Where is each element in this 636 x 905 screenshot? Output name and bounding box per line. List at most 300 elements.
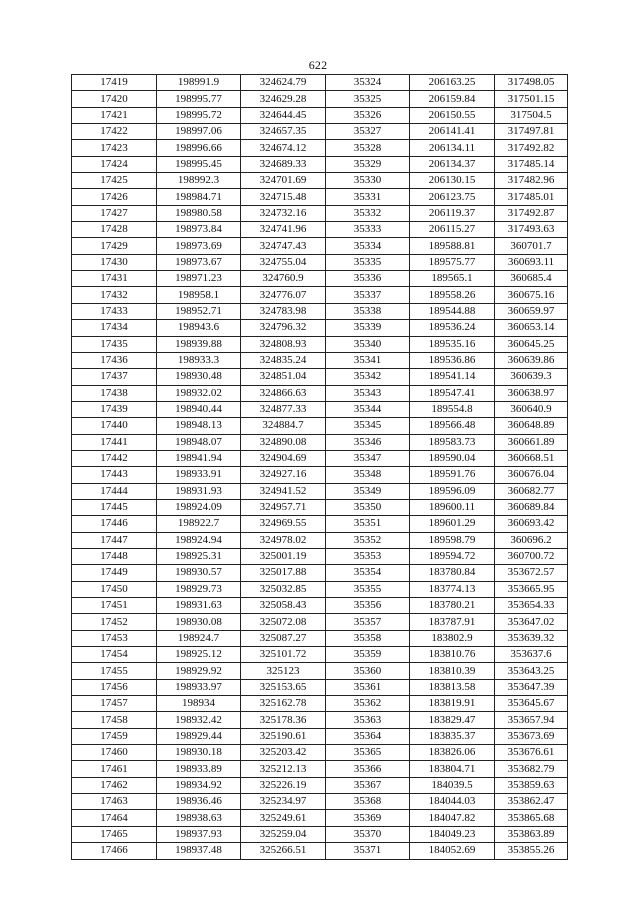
table-cell-point-number-b: 35326 <box>326 107 410 123</box>
table-cell-point-number-a: 17457 <box>72 696 157 712</box>
table-cell-point-number-b: 35353 <box>326 548 410 564</box>
table-cell-y-coordinate-b: 317492.87 <box>495 205 568 221</box>
table-cell-y-coordinate-a: 325259.04 <box>241 826 326 842</box>
table-cell-x-coordinate-b: 189544.88 <box>410 303 495 319</box>
table-cell-y-coordinate-a: 325017.88 <box>241 565 326 581</box>
table-cell-x-coordinate-b: 206150.55 <box>410 107 495 123</box>
table-cell-x-coordinate-a: 198924.09 <box>157 499 241 515</box>
table-cell-point-number-b: 35330 <box>326 173 410 189</box>
table-cell-x-coordinate-a: 198929.92 <box>157 663 241 679</box>
table-cell-x-coordinate-b: 184047.82 <box>410 810 495 826</box>
table-cell-y-coordinate-b: 360639.3 <box>495 369 568 385</box>
table-row <box>72 320 568 336</box>
table-row <box>72 516 568 532</box>
table-cell-point-number-a: 17444 <box>72 483 157 499</box>
table-cell-x-coordinate-b: 183810.76 <box>410 647 495 663</box>
table-cell-y-coordinate-a: 324978.02 <box>241 532 326 548</box>
table-cell-x-coordinate-b: 183780.84 <box>410 565 495 581</box>
table-cell-x-coordinate-b: 184044.03 <box>410 794 495 810</box>
table-cell-x-coordinate-b: 183810.39 <box>410 663 495 679</box>
table-cell-y-coordinate-a: 324741.96 <box>241 222 326 238</box>
table-cell-y-coordinate-b: 353673.69 <box>495 728 568 744</box>
table-row <box>72 728 568 744</box>
table-cell-x-coordinate-a: 198930.08 <box>157 614 241 630</box>
table-cell-y-coordinate-b: 353654.33 <box>495 598 568 614</box>
table-cell-x-coordinate-b: 189566.48 <box>410 418 495 434</box>
table-cell-y-coordinate-a: 325001.19 <box>241 548 326 564</box>
table-cell-point-number-b: 35349 <box>326 483 410 499</box>
table-cell-point-number-b: 35363 <box>326 712 410 728</box>
table-cell-y-coordinate-b: 353863.89 <box>495 826 568 842</box>
table-cell-y-coordinate-b: 317501.15 <box>495 91 568 107</box>
table-row <box>72 238 568 254</box>
table-row <box>72 647 568 663</box>
table-cell-y-coordinate-b: 317485.14 <box>495 156 568 172</box>
table-cell-point-number-a: 17435 <box>72 336 157 352</box>
table-cell-point-number-b: 35336 <box>326 271 410 287</box>
table-cell-x-coordinate-b: 189583.73 <box>410 434 495 450</box>
table-cell-point-number-a: 17426 <box>72 189 157 205</box>
table-cell-x-coordinate-a: 198936.46 <box>157 794 241 810</box>
table-row <box>72 696 568 712</box>
table-cell-x-coordinate-a: 198929.44 <box>157 728 241 744</box>
table-cell-point-number-a: 17431 <box>72 271 157 287</box>
table-cell-x-coordinate-b: 206134.37 <box>410 156 495 172</box>
table-cell-y-coordinate-b: 360675.16 <box>495 287 568 303</box>
table-cell-point-number-a: 17425 <box>72 173 157 189</box>
table-cell-point-number-a: 17462 <box>72 777 157 793</box>
table-cell-point-number-b: 35368 <box>326 794 410 810</box>
table-cell-point-number-b: 35334 <box>326 238 410 254</box>
table-cell-x-coordinate-b: 206119.37 <box>410 205 495 221</box>
table-cell-point-number-a: 17445 <box>72 499 157 515</box>
table-cell-y-coordinate-b: 360659.97 <box>495 303 568 319</box>
table-cell-y-coordinate-a: 324884.7 <box>241 418 326 434</box>
table-cell-point-number-a: 17458 <box>72 712 157 728</box>
table-cell-point-number-b: 35333 <box>326 222 410 238</box>
table-cell-x-coordinate-a: 198932.42 <box>157 712 241 728</box>
table-cell-x-coordinate-a: 198933.89 <box>157 761 241 777</box>
table-cell-x-coordinate-b: 189601.29 <box>410 516 495 532</box>
table-row <box>72 548 568 564</box>
table-cell-point-number-b: 35335 <box>326 254 410 270</box>
table-cell-x-coordinate-a: 198930.18 <box>157 745 241 761</box>
table-row <box>72 581 568 597</box>
table-cell-point-number-a: 17446 <box>72 516 157 532</box>
table-cell-point-number-a: 17422 <box>72 124 157 140</box>
table-cell-y-coordinate-a: 325058.43 <box>241 598 326 614</box>
table-row <box>72 663 568 679</box>
table-cell-x-coordinate-a: 198995.72 <box>157 107 241 123</box>
table-cell-x-coordinate-a: 198924.7 <box>157 630 241 646</box>
table-cell-point-number-a: 17447 <box>72 532 157 548</box>
table-cell-y-coordinate-b: 360648.89 <box>495 418 568 434</box>
table-row <box>72 483 568 499</box>
table-cell-y-coordinate-a: 324796.32 <box>241 320 326 336</box>
table-cell-y-coordinate-b: 353672.57 <box>495 565 568 581</box>
table-cell-point-number-a: 17459 <box>72 728 157 744</box>
table-cell-x-coordinate-a: 198925.31 <box>157 548 241 564</box>
table-cell-x-coordinate-b: 206115.27 <box>410 222 495 238</box>
table-cell-y-coordinate-a: 324877.33 <box>241 401 326 417</box>
table-cell-y-coordinate-a: 324689.33 <box>241 156 326 172</box>
table-cell-x-coordinate-a: 198933.91 <box>157 467 241 483</box>
table-cell-y-coordinate-a: 325203.42 <box>241 745 326 761</box>
table-cell-y-coordinate-b: 360668.51 <box>495 450 568 466</box>
table-cell-point-number-b: 35371 <box>326 843 410 859</box>
table-cell-point-number-b: 35325 <box>326 91 410 107</box>
table-cell-point-number-a: 17419 <box>72 75 157 91</box>
table-cell-point-number-a: 17420 <box>72 91 157 107</box>
table-cell-y-coordinate-a: 324674.12 <box>241 140 326 156</box>
table-cell-y-coordinate-a: 325190.61 <box>241 728 326 744</box>
table-row <box>72 385 568 401</box>
table-row <box>72 205 568 221</box>
table-cell-y-coordinate-a: 324755.04 <box>241 254 326 270</box>
table-cell-y-coordinate-b: 353865.68 <box>495 810 568 826</box>
table-cell-point-number-a: 17430 <box>72 254 157 270</box>
table-cell-point-number-b: 35324 <box>326 75 410 91</box>
table-cell-x-coordinate-b: 184039.5 <box>410 777 495 793</box>
table-row <box>72 124 568 140</box>
table-cell-x-coordinate-a: 198973.67 <box>157 254 241 270</box>
table-cell-y-coordinate-b: 317482.96 <box>495 173 568 189</box>
table-cell-point-number-a: 17448 <box>72 548 157 564</box>
table-cell-y-coordinate-a: 325153.65 <box>241 679 326 695</box>
table-cell-point-number-b: 35332 <box>326 205 410 221</box>
table-cell-y-coordinate-b: 360653.14 <box>495 320 568 336</box>
table-cell-x-coordinate-b: 189598.79 <box>410 532 495 548</box>
table-cell-y-coordinate-b: 360640.9 <box>495 401 568 417</box>
table-cell-point-number-a: 17463 <box>72 794 157 810</box>
table-row <box>72 532 568 548</box>
table-cell-point-number-b: 35329 <box>326 156 410 172</box>
table-cell-point-number-a: 17451 <box>72 598 157 614</box>
table-row <box>72 598 568 614</box>
table-cell-x-coordinate-a: 198958.1 <box>157 287 241 303</box>
table-cell-x-coordinate-b: 183774.13 <box>410 581 495 597</box>
table-row <box>72 630 568 646</box>
table-row <box>72 75 568 91</box>
table-cell-x-coordinate-b: 206141.41 <box>410 124 495 140</box>
table-cell-point-number-b: 35355 <box>326 581 410 597</box>
table-cell-x-coordinate-b: 183829.47 <box>410 712 495 728</box>
table-row <box>72 810 568 826</box>
table-cell-y-coordinate-b: 360693.11 <box>495 254 568 270</box>
table-cell-point-number-b: 35343 <box>326 385 410 401</box>
table-cell-point-number-a: 17460 <box>72 745 157 761</box>
table-cell-y-coordinate-b: 353682.79 <box>495 761 568 777</box>
table-row <box>72 499 568 515</box>
table-row <box>72 91 568 107</box>
table-cell-x-coordinate-b: 189600.11 <box>410 499 495 515</box>
table-cell-x-coordinate-a: 198943.6 <box>157 320 241 336</box>
table-cell-y-coordinate-b: 353855.26 <box>495 843 568 859</box>
table-cell-y-coordinate-b: 360696.2 <box>495 532 568 548</box>
table-cell-point-number-a: 17439 <box>72 401 157 417</box>
table-cell-x-coordinate-b: 183813.58 <box>410 679 495 695</box>
table-row <box>72 140 568 156</box>
table-cell-y-coordinate-b: 360661.89 <box>495 434 568 450</box>
table-cell-y-coordinate-b: 353643.25 <box>495 663 568 679</box>
table-cell-x-coordinate-b: 183787.91 <box>410 614 495 630</box>
table-cell-x-coordinate-b: 189536.24 <box>410 320 495 336</box>
table-cell-x-coordinate-a: 198973.84 <box>157 222 241 238</box>
table-cell-x-coordinate-a: 198995.77 <box>157 91 241 107</box>
table-cell-x-coordinate-b: 183826.06 <box>410 745 495 761</box>
table-cell-point-number-b: 35364 <box>326 728 410 744</box>
table-cell-x-coordinate-b: 189588.81 <box>410 238 495 254</box>
table-cell-point-number-a: 17421 <box>72 107 157 123</box>
table-cell-x-coordinate-a: 198948.13 <box>157 418 241 434</box>
table-row <box>72 189 568 205</box>
table-cell-x-coordinate-a: 198948.07 <box>157 434 241 450</box>
table-row <box>72 401 568 417</box>
table-row <box>72 450 568 466</box>
table-cell-point-number-b: 35369 <box>326 810 410 826</box>
table-cell-point-number-a: 17465 <box>72 826 157 842</box>
table-row <box>72 173 568 189</box>
table-cell-point-number-a: 17434 <box>72 320 157 336</box>
table-cell-x-coordinate-b: 206163.25 <box>410 75 495 91</box>
table-cell-point-number-b: 35345 <box>326 418 410 434</box>
table-row <box>72 434 568 450</box>
table-cell-x-coordinate-b: 189554.8 <box>410 401 495 417</box>
table-cell-x-coordinate-b: 183819.91 <box>410 696 495 712</box>
table-cell-x-coordinate-a: 198931.63 <box>157 598 241 614</box>
table-cell-y-coordinate-b: 353862.47 <box>495 794 568 810</box>
table-cell-point-number-b: 35370 <box>326 826 410 842</box>
table-cell-point-number-b: 35358 <box>326 630 410 646</box>
table-cell-point-number-b: 35361 <box>326 679 410 695</box>
table-cell-y-coordinate-b: 353676.61 <box>495 745 568 761</box>
table-row <box>72 222 568 238</box>
table-cell-x-coordinate-b: 183802.9 <box>410 630 495 646</box>
table-cell-x-coordinate-a: 198984.71 <box>157 189 241 205</box>
table-cell-y-coordinate-b: 317504.5 <box>495 107 568 123</box>
table-cell-point-number-b: 35328 <box>326 140 410 156</box>
table-cell-x-coordinate-a: 198940.44 <box>157 401 241 417</box>
table-cell-y-coordinate-b: 353647.02 <box>495 614 568 630</box>
table-cell-x-coordinate-b: 189535.16 <box>410 336 495 352</box>
table-cell-point-number-b: 35341 <box>326 352 410 368</box>
table-cell-x-coordinate-b: 189596.09 <box>410 483 495 499</box>
table-cell-x-coordinate-a: 198922.7 <box>157 516 241 532</box>
table-cell-x-coordinate-a: 198931.93 <box>157 483 241 499</box>
table-cell-point-number-b: 35347 <box>326 450 410 466</box>
table-cell-point-number-a: 17428 <box>72 222 157 238</box>
table-cell-y-coordinate-b: 360700.72 <box>495 548 568 564</box>
table-cell-x-coordinate-a: 198933.97 <box>157 679 241 695</box>
table-cell-x-coordinate-a: 198929.73 <box>157 581 241 597</box>
page-number: 622 <box>308 58 328 72</box>
table-cell-point-number-b: 35344 <box>326 401 410 417</box>
table-row <box>72 336 568 352</box>
table-cell-y-coordinate-b: 360701.7 <box>495 238 568 254</box>
table-cell-point-number-a: 17427 <box>72 205 157 221</box>
table-cell-x-coordinate-b: 206123.75 <box>410 189 495 205</box>
table-cell-x-coordinate-a: 198971.23 <box>157 271 241 287</box>
table-cell-x-coordinate-b: 184052.69 <box>410 843 495 859</box>
table-cell-point-number-b: 35366 <box>326 761 410 777</box>
table-cell-x-coordinate-b: 189591.76 <box>410 467 495 483</box>
table-cell-y-coordinate-a: 324624.79 <box>241 75 326 91</box>
table-cell-point-number-a: 17453 <box>72 630 157 646</box>
coordinates-table <box>71 74 568 860</box>
table-cell-point-number-a: 17424 <box>72 156 157 172</box>
table-cell-point-number-a: 17443 <box>72 467 157 483</box>
table-cell-x-coordinate-a: 198991.9 <box>157 75 241 91</box>
table-cell-y-coordinate-a: 325226.19 <box>241 777 326 793</box>
table-cell-x-coordinate-a: 198952.71 <box>157 303 241 319</box>
table-cell-point-number-a: 17441 <box>72 434 157 450</box>
table-cell-x-coordinate-a: 198938.63 <box>157 810 241 826</box>
table-cell-x-coordinate-a: 198997.06 <box>157 124 241 140</box>
table-cell-point-number-b: 35356 <box>326 598 410 614</box>
table-cell-point-number-b: 35360 <box>326 663 410 679</box>
table-cell-x-coordinate-b: 189536.86 <box>410 352 495 368</box>
table-cell-point-number-a: 17423 <box>72 140 157 156</box>
table-cell-point-number-a: 17442 <box>72 450 157 466</box>
table-cell-point-number-b: 35352 <box>326 532 410 548</box>
table-cell-y-coordinate-b: 353645.67 <box>495 696 568 712</box>
table-cell-x-coordinate-b: 183804.71 <box>410 761 495 777</box>
table-cell-y-coordinate-b: 360639.86 <box>495 352 568 368</box>
table-row <box>72 303 568 319</box>
table-cell-point-number-b: 35340 <box>326 336 410 352</box>
table-cell-y-coordinate-a: 324629.28 <box>241 91 326 107</box>
table-cell-point-number-a: 17455 <box>72 663 157 679</box>
table-row <box>72 271 568 287</box>
table-row <box>72 352 568 368</box>
table-cell-y-coordinate-b: 360693.42 <box>495 516 568 532</box>
table-cell-y-coordinate-a: 324776.07 <box>241 287 326 303</box>
table-cell-point-number-a: 17450 <box>72 581 157 597</box>
table-cell-x-coordinate-b: 189594.72 <box>410 548 495 564</box>
table-cell-point-number-b: 35351 <box>326 516 410 532</box>
table-cell-y-coordinate-a: 324644.45 <box>241 107 326 123</box>
table-cell-y-coordinate-a: 324866.63 <box>241 385 326 401</box>
table-cell-y-coordinate-a: 325072.08 <box>241 614 326 630</box>
table-cell-x-coordinate-a: 198932.02 <box>157 385 241 401</box>
table-cell-point-number-a: 17466 <box>72 843 157 859</box>
table-cell-point-number-a: 17437 <box>72 369 157 385</box>
table-cell-y-coordinate-a: 324851.04 <box>241 369 326 385</box>
table-cell-point-number-b: 35350 <box>326 499 410 515</box>
table-cell-y-coordinate-a: 324941.52 <box>241 483 326 499</box>
table-cell-y-coordinate-a: 324969.55 <box>241 516 326 532</box>
table-cell-y-coordinate-a: 324747.43 <box>241 238 326 254</box>
table-row <box>72 418 568 434</box>
table-row <box>72 614 568 630</box>
table-cell-y-coordinate-b: 317492.82 <box>495 140 568 156</box>
table-cell-y-coordinate-b: 360682.77 <box>495 483 568 499</box>
table-cell-point-number-b: 35365 <box>326 745 410 761</box>
table-cell-y-coordinate-a: 324904.69 <box>241 450 326 466</box>
table-cell-point-number-b: 35342 <box>326 369 410 385</box>
table-cell-y-coordinate-b: 360689.84 <box>495 499 568 515</box>
table-cell-point-number-a: 17452 <box>72 614 157 630</box>
table-cell-point-number-b: 35327 <box>326 124 410 140</box>
table-cell-y-coordinate-a: 324760.9 <box>241 271 326 287</box>
table-cell-y-coordinate-a: 325087.27 <box>241 630 326 646</box>
table-row <box>72 679 568 695</box>
table-row <box>72 794 568 810</box>
table-cell-y-coordinate-a: 324783.98 <box>241 303 326 319</box>
table-cell-y-coordinate-a: 325101.72 <box>241 647 326 663</box>
table-body <box>72 75 568 860</box>
table-cell-x-coordinate-b: 189547.41 <box>410 385 495 401</box>
table-cell-y-coordinate-a: 325178.36 <box>241 712 326 728</box>
table-cell-x-coordinate-a: 198934 <box>157 696 241 712</box>
table-cell-y-coordinate-a: 324927.16 <box>241 467 326 483</box>
table-row <box>72 826 568 842</box>
table-cell-point-number-a: 17461 <box>72 761 157 777</box>
table-cell-point-number-a: 17432 <box>72 287 157 303</box>
table-cell-y-coordinate-a: 324715.48 <box>241 189 326 205</box>
table-cell-x-coordinate-b: 189558.26 <box>410 287 495 303</box>
table-cell-y-coordinate-b: 353647.39 <box>495 679 568 695</box>
table-cell-point-number-b: 35338 <box>326 303 410 319</box>
table-cell-x-coordinate-a: 198934.92 <box>157 777 241 793</box>
table-cell-x-coordinate-a: 198937.48 <box>157 843 241 859</box>
table-row <box>72 369 568 385</box>
table-cell-point-number-a: 17440 <box>72 418 157 434</box>
table-row <box>72 107 568 123</box>
table-cell-y-coordinate-a: 325249.61 <box>241 810 326 826</box>
table-cell-x-coordinate-b: 189575.77 <box>410 254 495 270</box>
table-cell-y-coordinate-b: 317497.81 <box>495 124 568 140</box>
table-cell-x-coordinate-a: 198941.94 <box>157 450 241 466</box>
table-cell-point-number-b: 35348 <box>326 467 410 483</box>
table-cell-y-coordinate-a: 325123 <box>241 663 326 679</box>
table-cell-point-number-b: 35331 <box>326 189 410 205</box>
table-cell-y-coordinate-a: 325266.51 <box>241 843 326 859</box>
table-cell-point-number-b: 35346 <box>326 434 410 450</box>
table-cell-point-number-b: 35359 <box>326 647 410 663</box>
table-row <box>72 843 568 859</box>
table-cell-y-coordinate-a: 324808.93 <box>241 336 326 352</box>
table-cell-y-coordinate-a: 324701.69 <box>241 173 326 189</box>
table-cell-x-coordinate-a: 198930.48 <box>157 369 241 385</box>
table-cell-x-coordinate-b: 183835.37 <box>410 728 495 744</box>
table-cell-point-number-b: 35337 <box>326 287 410 303</box>
table-cell-y-coordinate-a: 324835.24 <box>241 352 326 368</box>
table-cell-point-number-b: 35354 <box>326 565 410 581</box>
table-cell-x-coordinate-a: 198939.88 <box>157 336 241 352</box>
table-cell-point-number-a: 17464 <box>72 810 157 826</box>
table-cell-point-number-a: 17433 <box>72 303 157 319</box>
table-cell-y-coordinate-b: 353639.32 <box>495 630 568 646</box>
table-row <box>72 712 568 728</box>
table-row <box>72 254 568 270</box>
table-cell-x-coordinate-b: 189541.14 <box>410 369 495 385</box>
table-row <box>72 467 568 483</box>
table-cell-x-coordinate-a: 198930.57 <box>157 565 241 581</box>
table-cell-x-coordinate-b: 189565.1 <box>410 271 495 287</box>
table-cell-y-coordinate-b: 353637.6 <box>495 647 568 663</box>
table-cell-x-coordinate-a: 198973.69 <box>157 238 241 254</box>
table-cell-point-number-a: 17438 <box>72 385 157 401</box>
table-cell-x-coordinate-a: 198937.93 <box>157 826 241 842</box>
table-cell-x-coordinate-a: 198995.45 <box>157 156 241 172</box>
table-cell-x-coordinate-a: 198996.66 <box>157 140 241 156</box>
table-cell-y-coordinate-a: 324890.08 <box>241 434 326 450</box>
table-cell-x-coordinate-a: 198925.12 <box>157 647 241 663</box>
table-cell-x-coordinate-a: 198933.3 <box>157 352 241 368</box>
table-cell-y-coordinate-a: 325162.78 <box>241 696 326 712</box>
table-cell-y-coordinate-b: 353657.94 <box>495 712 568 728</box>
